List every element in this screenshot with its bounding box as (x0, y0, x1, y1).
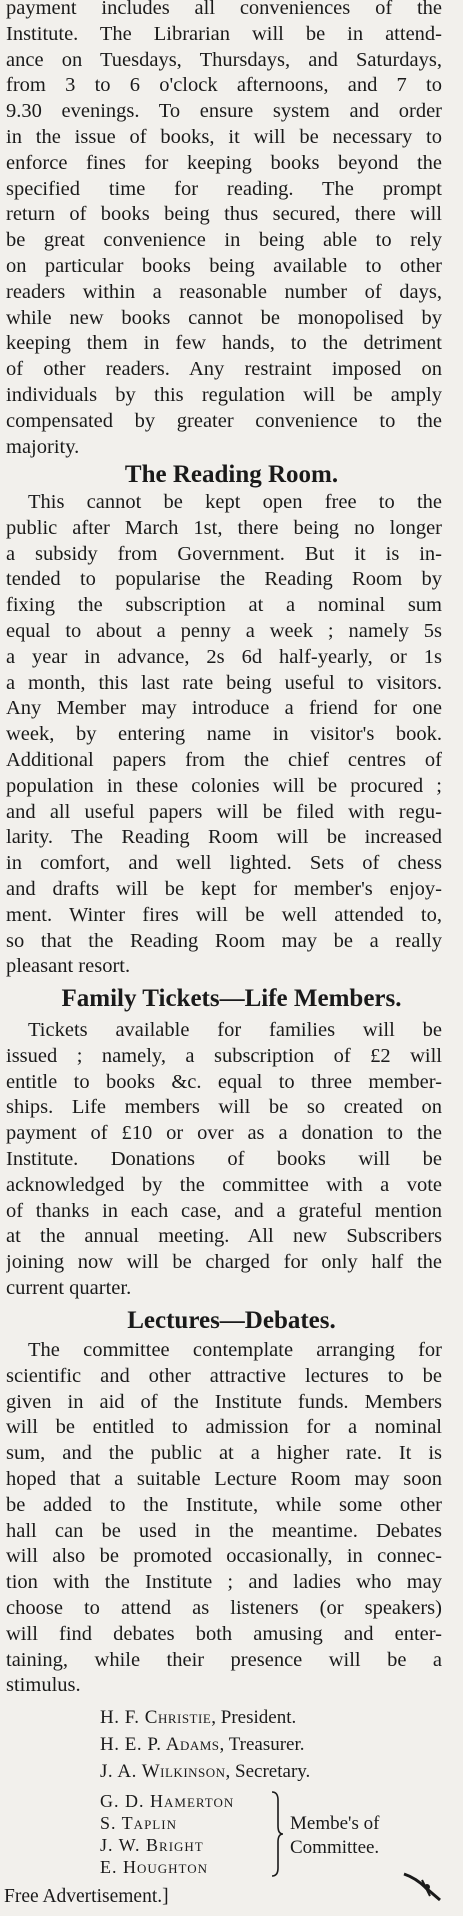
text-line: joining now will be charged for only half the (6, 1251, 442, 1274)
signature-secretary (100, 1759, 310, 1784)
signature-role: , President. (211, 1707, 297, 1728)
text-line: at the annual meeting. All new Subscribers (6, 1225, 442, 1248)
text-line: issued ; namely, a subscription of £2 will (6, 1044, 442, 1067)
text-line: The committee contemplate arranging for (28, 1339, 442, 1361)
text-line: a month, this last rate being useful to visitors. (6, 671, 442, 694)
text-line: hall can be used in the meantime. Debates (6, 1519, 442, 1542)
text-line: keeping them in few hands, to the detriment (6, 332, 442, 355)
signature-treasurer (100, 1732, 305, 1757)
text-line: of thanks in each case, and a grateful mention (6, 1199, 442, 1222)
text-line: while new books cannot be monopolised by (6, 306, 442, 329)
text-line: Additional papers from the chief centres of (6, 748, 442, 771)
committee-member: G. D. Hamerton (100, 1791, 235, 1811)
text-line: will be entitled to admission for a nominal (6, 1416, 442, 1439)
text-line: on particular books being available to other (6, 254, 442, 277)
footer-note: Free Advertisement.] (4, 1886, 169, 1907)
text-line: payment includes all conveniences of the (6, 0, 442, 19)
signature-role: , Secretary. (225, 1761, 311, 1782)
text-line: ment. Winter fires will be well attended to, (6, 903, 442, 926)
text-line: individuals by this regulation will be amply (6, 383, 442, 406)
text-line: and all useful papers will be filed with regu- (6, 800, 442, 823)
text-line: sum, and the public at a higher rate. It is (6, 1442, 442, 1465)
text-line: a year in advance, 2s 6d half-yearly, or 1s (6, 645, 442, 668)
committee-member: E. Houghton (100, 1857, 209, 1877)
text-line: will find debates both amusing and enter- (6, 1622, 442, 1645)
text-line: taining, while their presence will be a (6, 1648, 442, 1671)
text-line: readers within a reasonable number of days, (6, 280, 442, 303)
reading-room-heading: The Reading Room. (124, 461, 339, 488)
text-line: will also be promoted occasionally, in connec- (6, 1545, 442, 1568)
signature-name: H. E. P. Adams (100, 1734, 220, 1755)
text-line: week, by entering name in visitor's book. (6, 723, 442, 746)
text-line: tion with the Institute ; and ladies who may (6, 1571, 442, 1594)
text-line: acknowledged by the committee with a vote (6, 1173, 442, 1196)
text-line: larity. The Reading Room will be increased (6, 826, 442, 849)
text-line: a subsidy from Government. But it is in- (6, 542, 442, 565)
text-line: so that the Reading Room may be a really (6, 929, 442, 952)
text-line: specified time for reading. The prompt (6, 177, 442, 200)
text-line: current quarter. (6, 1276, 132, 1299)
text-line: Institute. The Librarian will be in attend- (6, 22, 442, 45)
committee-label: Committee. (290, 1837, 380, 1858)
brace-icon (270, 1790, 284, 1878)
lectures-heading: Lectures—Debates. (127, 1307, 336, 1334)
text-line: tended to popularise the Reading Room by (6, 568, 442, 591)
text-line: fixing the subscription at a nominal sum (6, 594, 442, 617)
intro-paragraph (6, 0, 442, 460)
signature-role: , Treasurer. (219, 1734, 305, 1755)
text-line: enforce fines for keeping books beyond the (6, 151, 442, 174)
text-line: entitle to books &c. equal to three member- (6, 1070, 442, 1093)
text-line: Institute. Donations of books will be (6, 1147, 442, 1170)
text-line: Any Member may introduce a friend for one (6, 697, 442, 720)
committee-members-list (100, 1790, 234, 1878)
text-line: pleasant resort. (6, 955, 131, 978)
signature-president (100, 1705, 296, 1730)
text-line: equal to about a penny a week ; namely 5s (6, 619, 442, 642)
text-line: This cannot be kept open free to the (28, 491, 442, 513)
text-line: majority. (6, 435, 80, 458)
text-line: 9.30 evenings. To ensure system and order (6, 100, 442, 123)
text-line: Tickets available for families will be (28, 1019, 442, 1041)
text-line: stimulus. (6, 1674, 81, 1697)
text-line: given in aid of the Institute funds. Members (6, 1390, 442, 1413)
text-line: population in these colonies will be procured ; (6, 774, 442, 797)
text-line: ships. Life members will be so created on (6, 1096, 442, 1119)
text-line: be great convenience in being able to rely (6, 229, 442, 252)
text-line: of other readers. Any restraint imposed on (6, 358, 442, 381)
text-line: choose to attend as listeners (or speakers) (6, 1596, 442, 1619)
ink-mark-icon (400, 1866, 450, 1906)
family-tickets-heading: Family Tickets—Life Members. (61, 985, 402, 1012)
text-line: compensated by greater convenience to the (6, 409, 442, 432)
text-line: and drafts will be kept for member's enjoy- (6, 877, 442, 900)
text-line: be added to the Institute, while some other (6, 1493, 442, 1516)
lectures-paragraph (6, 1338, 442, 1699)
family-tickets-paragraph (6, 1018, 442, 1302)
signature-name: H. F. Christie (100, 1707, 212, 1728)
text-line: ance on Tuesdays, Thursdays, and Saturdays, (6, 48, 442, 71)
text-line: hoped that a suitable Lecture Room may soon (6, 1467, 442, 1490)
text-line: return of books being thus secured, there will (6, 203, 442, 226)
text-line: in comfort, and well lighted. Sets of chess (6, 852, 442, 875)
committee-member: S. Taplin (100, 1813, 177, 1833)
text-line: payment of £10 or over as a donation to the (6, 1122, 442, 1145)
text-line: public after March 1st, there being no longer (6, 516, 442, 539)
reading-room-paragraph (6, 490, 442, 980)
signature-name: J. A. Wilkinson (100, 1761, 226, 1782)
text-line: from 3 to 6 o'clock afternoons, and 7 to (6, 74, 442, 97)
text-line: scientific and other attractive lectures to be (6, 1364, 442, 1387)
committee-member: J. W. Bright (100, 1835, 204, 1855)
committee-label: Membe's of (290, 1813, 380, 1834)
text-line: in the issue of books, it will be necessary to (6, 125, 442, 148)
